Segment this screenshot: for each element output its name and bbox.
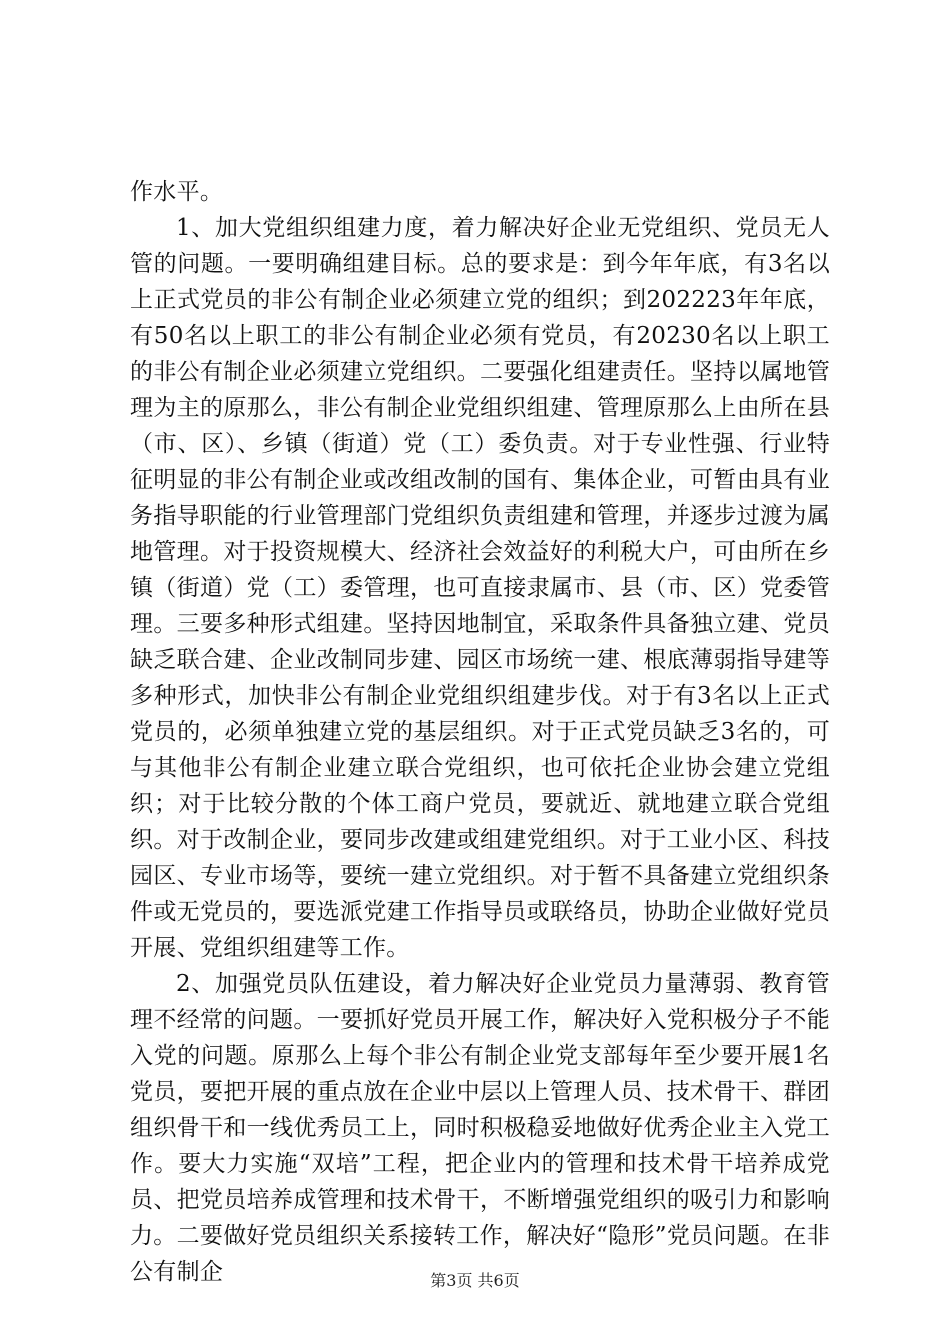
page-number-footer: 第3页 共6页 xyxy=(430,1271,520,1290)
paragraph-section-2: 2、加强党员队伍建设，着力解决好企业党员力量薄弱、教育管理不经常的问题。一要抓好党员开展工作，解决好入党积极分子不能入党的问题。原那么上每个非公有制企业党支部每年至少要开展1名党员，要把开展的重点放在企业中层以上管理人员、技术骨干、群团组织骨干和一线优秀员工上，同时积极稳妥地做好优秀企业主入党工作。要大力实施“双培”工程，把企业内的管理和技术骨干培养成党员、把党员培养成管理和技术骨干，不断增强党组织的吸引力和影响力。二要做好党员组织关系接转工作，解决好“隐形”党员问题。在非公有制企 xyxy=(130,971,830,1285)
paragraph-section-1: 1、加大党组织组建力度，着力解决好企业无党组织、党员无人管的问题。一要明确组建目标。总的要求是：到今年年底，有3名以上正式党员的非公有制企业必须建立党的组织；到202223年年底，有50名以上职工的非公有制企业必须有党员，有20230名以上职工的非公有制企业必须建立党组织。二要强化组建责任。坚持以属地管理为主的原那么，非公有制企业党组织组建、管理原那么上由所在县（市、区）、乡镇（街道）党（工）委负责。对于专业性强、行业特征明显的非公有制企业或改组改制的国有、集体企业，可暂由具有业务指导职能的行业管理部门党组织负责组建和管理，并逐步过渡为属地管理。对于投资规模大、经济社会效益好的利税大户，可由所在乡镇（街道）党（工）委管理，也可直接隶属市、县（市、区）党委管理。三要多种形式组建。坚持因地制宜，采取条件具备独立建、党员缺乏联合建、企业改制同步建、园区市场统一建、根底薄弱指导建等多种形式，加快非公有制企业党组织组建步伐。对于有3名以上正式党员的，必须单独建立党的基层组织。对于正式党员缺乏3名的，可与其他非公有制企业建立联合党组织，也可依托企业协会建立党组织；对于比较分散的个体工商户党员，要就近、就地建立联合党组织。对于改制企业，要同步改建或组建党组织。对于工业小区、科技园区、专业市场等，要统一建立党组织。对于暂不具备建立党组织条件或无党员的，要选派党建工作指导员或联络员，协助企业做好党员开展、党组织组建等工作。 xyxy=(130,215,830,961)
paragraph-continuation: 作水平。 xyxy=(130,179,224,205)
document-body xyxy=(130,174,830,1290)
